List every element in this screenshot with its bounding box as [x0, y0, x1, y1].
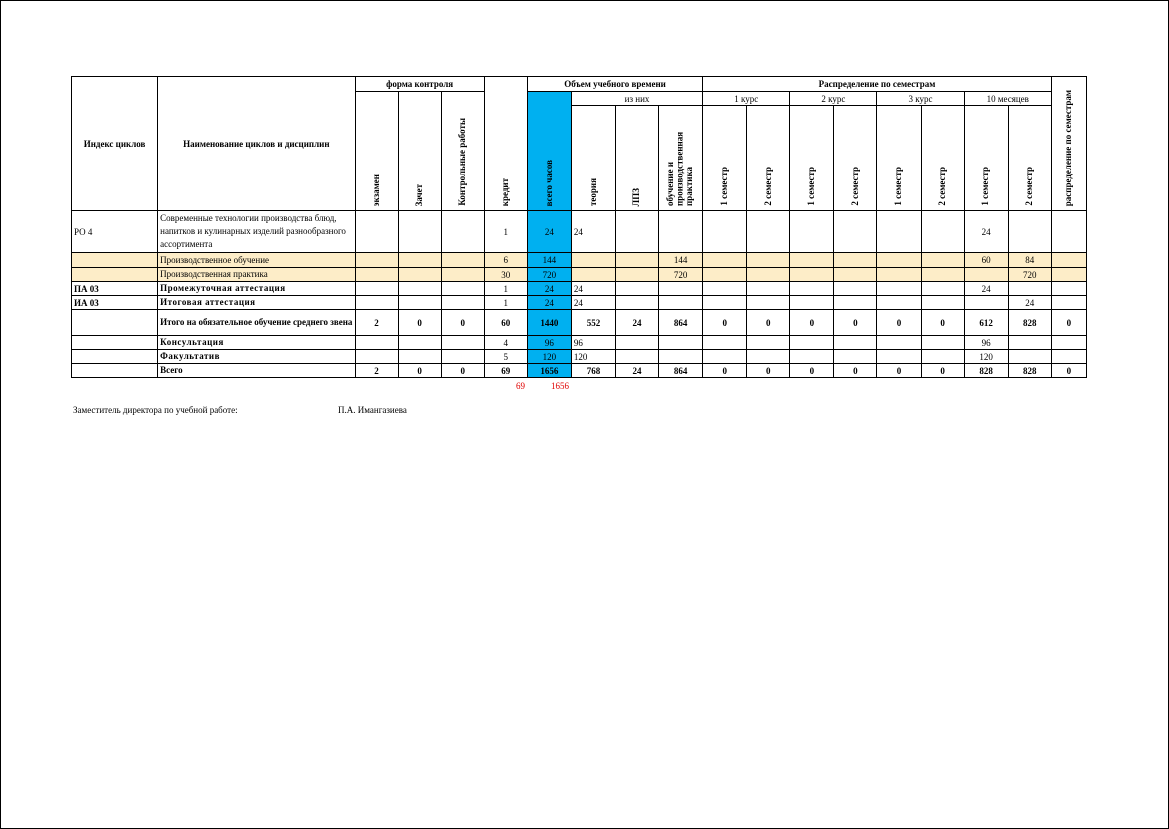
cell-exam	[355, 336, 398, 350]
row-name: Итого на обязательное обучение среднего звена	[158, 310, 355, 336]
row-name: Современные технологии производства блюд, напитков и кулинарных изделий разнообразного ассортимента	[158, 211, 355, 253]
table-row	[72, 364, 1087, 378]
cell-s8	[1008, 350, 1051, 364]
cell-s7	[964, 268, 1008, 282]
cell-s1	[703, 211, 747, 253]
cell-theory: 24	[571, 282, 615, 296]
cell-total: 24	[527, 282, 571, 296]
cell-practice	[659, 296, 703, 310]
cell-lpz	[616, 296, 659, 310]
header-course-1: 1 курс	[703, 92, 790, 106]
cell-exam	[355, 350, 398, 364]
cell-zachet	[398, 253, 441, 268]
cell-s6	[921, 282, 964, 296]
header-course-10m: 10 месяцев	[964, 92, 1051, 106]
table-row	[72, 211, 1087, 253]
cell-credit: 1	[484, 282, 527, 296]
cell-total: 96	[527, 336, 571, 350]
cell-credit: 1	[484, 296, 527, 310]
cell-theory: 768	[571, 364, 615, 378]
cell-s4: 0	[834, 310, 877, 336]
cell-s6: 0	[921, 310, 964, 336]
cell-total: 24	[527, 211, 571, 253]
cell-s4	[834, 268, 877, 282]
cell-s4	[834, 296, 877, 310]
cell-s6	[921, 296, 964, 310]
table-row	[72, 336, 1087, 350]
cell-s1	[703, 336, 747, 350]
cell-theory	[571, 268, 615, 282]
cell-theory: 552	[571, 310, 615, 336]
cell-zachet	[398, 211, 441, 253]
header-exam: экзамен	[370, 173, 381, 206]
cell-s3: 0	[790, 364, 834, 378]
cell-dist	[1051, 336, 1086, 350]
cell-s3	[790, 211, 834, 253]
cell-dist: 0	[1051, 310, 1086, 336]
cell-s2	[747, 268, 790, 282]
cell-s2	[747, 336, 790, 350]
row-index	[72, 364, 158, 378]
cell-practice	[659, 282, 703, 296]
row-name: Всего	[158, 364, 355, 378]
cell-s8: 720	[1008, 268, 1051, 282]
cell-lpz	[616, 350, 659, 364]
row-index	[72, 336, 158, 350]
cell-s7: 612	[964, 310, 1008, 336]
header-index: Индекс циклов	[72, 77, 158, 211]
cell-s1: 0	[703, 310, 747, 336]
header-course-3: 3 курс	[877, 92, 964, 106]
cell-total: 144	[527, 253, 571, 268]
cell-dist	[1051, 211, 1086, 253]
header-course-2: 2 курс	[790, 92, 877, 106]
cell-theory: 24	[571, 296, 615, 310]
cell-s8: 84	[1008, 253, 1051, 268]
cell-kr	[441, 336, 484, 350]
row-index	[72, 268, 158, 282]
header-c4-sem2: 2 семестр	[1024, 167, 1035, 206]
table-row	[72, 350, 1087, 364]
cell-s4	[834, 253, 877, 268]
cell-s4: 0	[834, 364, 877, 378]
cell-s5	[877, 350, 921, 364]
cell-practice: 144	[659, 253, 703, 268]
table-row	[72, 282, 1087, 296]
table-row	[72, 268, 1087, 282]
cell-practice: 720	[659, 268, 703, 282]
cell-s3	[790, 253, 834, 268]
cell-kr: 0	[441, 364, 484, 378]
cell-s5: 0	[877, 364, 921, 378]
header-c3-sem2: 2 семестр	[936, 167, 947, 206]
cell-total: 24	[527, 296, 571, 310]
cell-s8: 828	[1008, 310, 1051, 336]
header-volume-group: Объем учебного времени	[527, 77, 702, 92]
row-index	[72, 350, 158, 364]
cell-s7: 120	[964, 350, 1008, 364]
cell-credit: 60	[484, 310, 527, 336]
cell-s5: 0	[877, 310, 921, 336]
cell-kr	[441, 211, 484, 253]
cell-credit: 1	[484, 211, 527, 253]
header-semester-group: Распределение по семестрам	[703, 77, 1052, 92]
cell-theory: 96	[571, 336, 615, 350]
cell-zachet	[398, 282, 441, 296]
cell-s1	[703, 296, 747, 310]
cell-s2	[747, 296, 790, 310]
cell-dist	[1051, 253, 1086, 268]
header-practice: обучение и производственная практика	[664, 131, 694, 206]
row-index	[72, 310, 158, 336]
cell-s5	[877, 211, 921, 253]
cell-s4	[834, 211, 877, 253]
cell-s6	[921, 336, 964, 350]
cell-kr	[441, 282, 484, 296]
cell-lpz: 24	[616, 364, 659, 378]
header-name: Наименование циклов и дисциплин	[158, 77, 355, 211]
row-index	[72, 253, 158, 268]
header-distribution: распределение по семестрам	[1063, 89, 1074, 206]
cell-exam	[355, 296, 398, 310]
cell-s3	[790, 336, 834, 350]
cell-s7: 24	[964, 282, 1008, 296]
cell-s5	[877, 253, 921, 268]
cell-s5	[877, 268, 921, 282]
cell-s2	[747, 211, 790, 253]
cell-dist	[1051, 268, 1086, 282]
header-of-them: из них	[571, 92, 702, 106]
cell-kr	[441, 350, 484, 364]
cell-zachet: 0	[398, 310, 441, 336]
cell-s4	[834, 282, 877, 296]
cell-practice: 864	[659, 364, 703, 378]
row-name: Промежуточная аттестация	[158, 282, 355, 296]
cell-s2	[747, 253, 790, 268]
cell-exam	[355, 211, 398, 253]
cell-kr	[441, 296, 484, 310]
cell-credit: 4	[484, 336, 527, 350]
cell-s2: 0	[747, 364, 790, 378]
cell-zachet	[398, 350, 441, 364]
header-c4-sem1: 1 семестр	[980, 167, 991, 206]
cell-credit: 5	[484, 350, 527, 364]
cell-lpz	[616, 282, 659, 296]
row-name: Консультация	[158, 336, 355, 350]
check-credit: 69	[516, 381, 525, 391]
header-theory: теория	[587, 178, 598, 206]
cell-s1	[703, 253, 747, 268]
cell-exam	[355, 253, 398, 268]
cell-s3	[790, 268, 834, 282]
cell-dist	[1051, 296, 1086, 310]
cell-credit: 69	[484, 364, 527, 378]
cell-lpz	[616, 336, 659, 350]
cell-zachet: 0	[398, 364, 441, 378]
cell-s3: 0	[790, 310, 834, 336]
check-total: 1656	[551, 381, 569, 391]
cell-lpz	[616, 268, 659, 282]
row-name: Факультатив	[158, 350, 355, 364]
cell-s8	[1008, 211, 1051, 253]
cell-lpz	[616, 211, 659, 253]
cell-s2	[747, 350, 790, 364]
cell-s6	[921, 268, 964, 282]
cell-total: 120	[527, 350, 571, 364]
cell-total: 720	[527, 268, 571, 282]
cell-s2	[747, 282, 790, 296]
cell-practice	[659, 211, 703, 253]
table-body	[72, 211, 1087, 378]
cell-dist	[1051, 282, 1086, 296]
table-row	[72, 253, 1087, 268]
cell-s1	[703, 282, 747, 296]
header-c3-sem1: 1 семестр	[893, 167, 904, 206]
cell-s3	[790, 282, 834, 296]
row-index: ПА 03	[72, 282, 158, 296]
cell-exam	[355, 268, 398, 282]
header-kr: Контрольные работы	[457, 118, 467, 206]
cell-s5	[877, 336, 921, 350]
signature-role: Заместитель директора по учебной работе:	[73, 405, 238, 415]
cell-s5	[877, 282, 921, 296]
cell-zachet	[398, 268, 441, 282]
cell-s5	[877, 296, 921, 310]
cell-s6	[921, 350, 964, 364]
cell-s6: 0	[921, 364, 964, 378]
table-row	[72, 296, 1087, 310]
cell-total: 1440	[527, 310, 571, 336]
cell-s7: 96	[964, 336, 1008, 350]
cell-exam: 2	[355, 364, 398, 378]
cell-s1: 0	[703, 364, 747, 378]
cell-s4	[834, 350, 877, 364]
cell-practice	[659, 350, 703, 364]
cell-kr	[441, 253, 484, 268]
cell-theory: 120	[571, 350, 615, 364]
header-total-hours: всего часов	[543, 159, 554, 206]
cell-s7	[964, 296, 1008, 310]
cell-lpz: 24	[616, 310, 659, 336]
cell-s7: 828	[964, 364, 1008, 378]
row-name: Производственное обучение	[158, 253, 355, 268]
header-control-group: форма контроля	[355, 77, 484, 92]
cell-credit: 30	[484, 268, 527, 282]
cell-s8: 828	[1008, 364, 1051, 378]
row-index: ИА 03	[72, 296, 158, 310]
cell-zachet	[398, 296, 441, 310]
header-c1-sem2: 2 семестр	[762, 167, 773, 206]
cell-total: 1656	[527, 364, 571, 378]
header-zachet: Зачет	[413, 183, 424, 206]
cell-s4	[834, 336, 877, 350]
cell-s8: 24	[1008, 296, 1051, 310]
curriculum-table	[71, 76, 1087, 378]
row-index: РО 4	[72, 211, 158, 253]
cell-s6	[921, 253, 964, 268]
cell-s3	[790, 296, 834, 310]
cell-s1	[703, 268, 747, 282]
cell-theory: 24	[571, 211, 615, 253]
cell-dist	[1051, 350, 1086, 364]
header-credit: кредит	[500, 177, 511, 206]
cell-credit: 6	[484, 253, 527, 268]
cell-kr: 0	[441, 310, 484, 336]
cell-s8	[1008, 282, 1051, 296]
header-c2-sem2: 2 семестр	[849, 167, 860, 206]
cell-dist: 0	[1051, 364, 1086, 378]
cell-exam: 2	[355, 310, 398, 336]
header-lpz: ЛПЗ	[631, 187, 642, 206]
cell-s7: 24	[964, 211, 1008, 253]
cell-practice	[659, 336, 703, 350]
cell-practice: 864	[659, 310, 703, 336]
cell-kr	[441, 268, 484, 282]
cell-s8	[1008, 336, 1051, 350]
header-c2-sem1: 1 семестр	[806, 167, 817, 206]
signature-name: П.А. Имангазиева	[338, 405, 407, 415]
table-row	[72, 310, 1087, 336]
header-c1-sem1: 1 семестр	[718, 167, 729, 206]
cell-exam	[355, 282, 398, 296]
cell-zachet	[398, 336, 441, 350]
cell-s1	[703, 350, 747, 364]
cell-s6	[921, 211, 964, 253]
cell-s3	[790, 350, 834, 364]
cell-s2: 0	[747, 310, 790, 336]
row-name: Итоговая аттестация	[158, 296, 355, 310]
cell-theory	[571, 253, 615, 268]
cell-s7: 60	[964, 253, 1008, 268]
cell-lpz	[616, 253, 659, 268]
row-name: Производственная практика	[158, 268, 355, 282]
